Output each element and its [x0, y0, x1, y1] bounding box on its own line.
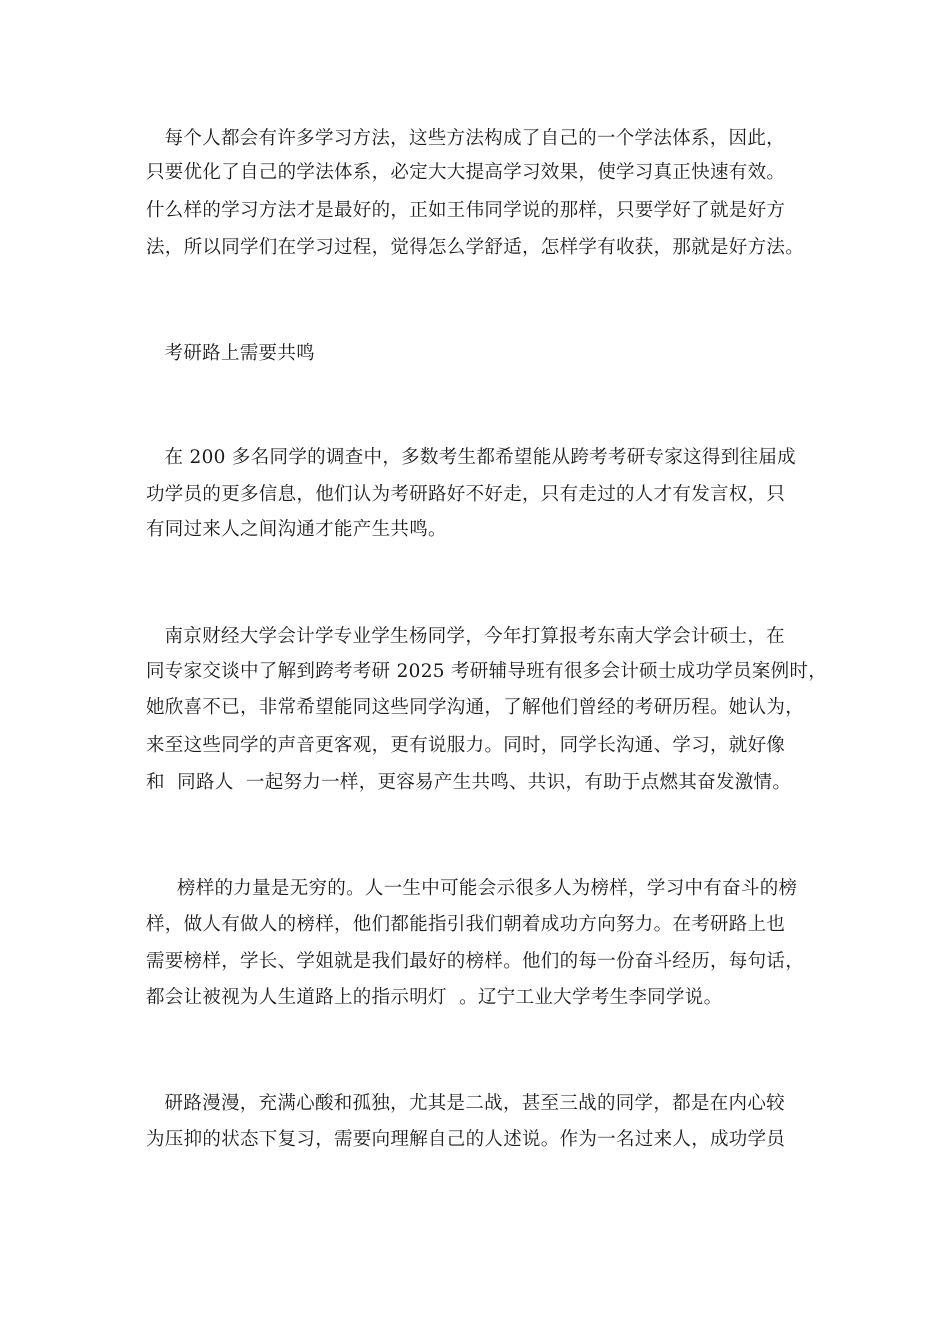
paragraph-2-line-2: 功学员的更多信息，他们认为考研路好不好走，只有走过的人才有发言权，只 [146, 484, 786, 505]
paragraph-4-line-1: 榜样的力量是无穷的。人一生中可能会示很多人为榜样，学习中有奋斗的榜 [146, 878, 798, 899]
paragraph-3-line-4: 来至这些同学的声音更客观，更有说服力。同时，同学长沟通、学习，就好像 [146, 735, 786, 756]
paragraph-2-line-3: 有同过来人之间沟通才能产生共鸣。 [146, 519, 447, 540]
paragraph-4-line-3: 需要榜样，学长、学姐就是我们最好的榜样。他们的每一份奋斗经历，每句话， [146, 951, 805, 972]
paragraph-5-line-2: 为压抑的状态下复习，需要向理解自己的人述说。作为一名过来人，成功学员 [146, 1129, 786, 1150]
paragraph-1-line-4: 法，所以同学们在学习过程，觉得怎么学舒适，怎样学有收获，那就是好方法。 [146, 237, 805, 258]
paragraph-1-line-3: 什么样的学习方法才是最好的，正如王伟同学说的那样，只要学好了就是好方 [146, 200, 786, 221]
paragraph-1-line-2: 只要优化了自己的学法体系，必定大大提高学习效果，使学习真正快速有效。 [146, 162, 786, 183]
paragraph-3-line-5: 和 同路人 一起努力一样，更容易产生共鸣、共识，有助于点燃其奋发激情。 [146, 772, 792, 793]
paragraph-4-line-4: 都会让被视为人生道路上的指示明灯 。辽宁工业大学考生李同学说。 [146, 987, 723, 1008]
paragraph-3-line-2: 同专家交谈中了解到跨考考研 2025 考研辅导班有很多会计硕士成功学员案例时， [146, 661, 828, 682]
paragraph-2-line-1: 在 200 多名同学的调查中，多数考生都希望能从跨考考研专家这得到往届成 [146, 447, 796, 468]
section-heading: 考研路上需要共鸣 [146, 343, 315, 364]
paragraph-3-line-1: 南京财经大学会计学专业学生杨同学，今年打算报考东南大学会计硕士，在 [146, 626, 785, 647]
paragraph-3-line-3: 她欣喜不已，非常希望能同这些同学沟通，了解他们曾经的考研历程。她认为， [146, 697, 805, 718]
paragraph-4-line-2: 样，做人有做人的榜样，他们都能指引我们朝着成功方向努力。在考研路上也 [146, 914, 786, 935]
paragraph-5-line-1: 研路漫漫，充满心酸和孤独，尤其是二战，甚至三战的同学，都是在内心较 [146, 1093, 785, 1114]
paragraph-1-line-1: 每个人都会有许多学习方法，这些方法构成了自己的一个学法体系，因此， [146, 128, 785, 149]
